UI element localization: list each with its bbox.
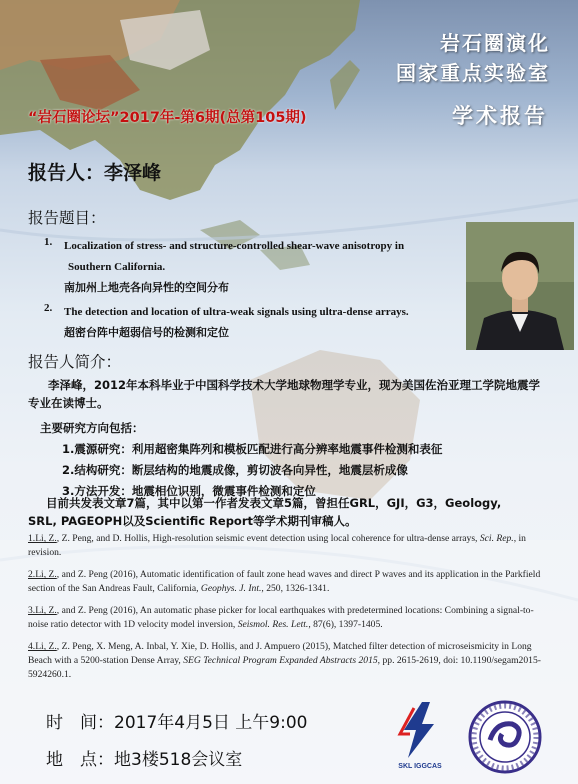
forum-issue-title: “岩石圈论坛”2017年-第6期(总第105期)	[28, 110, 307, 126]
reference-item	[28, 532, 548, 560]
place-value: 地3楼518会议室	[114, 750, 243, 770]
direction-item: 1.震源研究：利用超密集阵列和模板匹配进行高分辨率地震事件检测和表征	[62, 442, 443, 456]
topic-title-en-cont: Southern California.	[68, 261, 166, 273]
publications-summary-cont	[28, 512, 548, 530]
reference-item	[28, 568, 548, 596]
speaker-name: 报告人：李泽峰	[28, 162, 162, 184]
time-value: 2017年4月5日 上午9:00	[114, 713, 308, 733]
topics-list	[44, 236, 454, 347]
place-label: 地 点：	[46, 750, 114, 770]
institute-seal-logo	[468, 700, 542, 774]
reference-journal: Geophys. J. Int.	[200, 583, 262, 594]
direction-item: 2.结构研究：断层结构的地震成像，剪切波各向异性，地震层析成像	[62, 463, 408, 477]
seal-icon	[468, 700, 542, 774]
topic-title-cn: 南加州上地壳各向异性的空间分布	[64, 281, 229, 294]
reference-journal: Sci. Rep.	[479, 533, 514, 544]
reference-tail: , pp. 2615-2619, doi: 10.1190/segam2015-5924260.1.	[28, 655, 541, 680]
reference-list	[28, 532, 548, 690]
event-time	[46, 708, 307, 733]
reference-body: , Z. Peng, X. Meng, A. Inbal, Y. Xie, D. Hollis, and J. Ampuero (2015), Matched filter detection of microseismicity in Long Beach with a 5200-station Dense Array,	[28, 641, 532, 666]
directions-intro: 主要研究方向包括：	[40, 421, 144, 435]
topics-heading: 报告题目：	[28, 209, 106, 227]
reference-body: , Z. Peng, and D. Hollis, High-resolution seismic event detection using local coherence for ultra-dense arrays,	[56, 533, 480, 544]
reference-body: , and Z. Peng (2016), An automatic phase picker for local earthquakes with predetermined locations: Combining a signal-to-noise ratio detector with 1D velocity model inversion,	[28, 605, 534, 630]
speaker-photo	[466, 222, 574, 350]
reference-tail: , 87(6), 1397-1405.	[308, 619, 383, 630]
bio-heading: 报告人简介：	[28, 353, 122, 371]
lab-title-line1: 岩石圈演化	[440, 31, 550, 55]
topic-title-cn: 超密台阵中超弱信号的检测和定位	[64, 326, 229, 339]
logo1-text: SKL IGGCAS	[398, 763, 442, 770]
skl-logo-icon	[394, 700, 446, 772]
reference-item	[28, 640, 548, 682]
reference-journal: Seismol. Res. Lett.	[237, 619, 309, 630]
reference-journal: SEG Technical Program Expanded Abstracts 2015	[183, 655, 378, 666]
topic-number: 2.	[44, 302, 53, 314]
bio-text: 李泽峰，2012年本科毕业于中国科学技术大学地球物理学专业，现为美国佐治亚理工学院地震学专业在读博士。	[28, 378, 541, 410]
publications-summary	[28, 494, 566, 512]
topic-item	[44, 236, 454, 298]
publications-line: SRL, PAGEOPH以及Scientific Report等学术期刊审稿人。	[28, 514, 357, 528]
reference-tail: , in revision.	[28, 533, 526, 558]
research-directions	[40, 418, 560, 502]
direction-item: 3.方法开发：地震相位识别，微震事件检测和定位	[62, 484, 316, 498]
topic-title-en: Localization of stress- and structure-controlled shear-wave anisotropy in	[64, 240, 405, 252]
speaker-portrait	[466, 222, 574, 350]
reference-author: 3.Li, Z.	[28, 605, 57, 616]
lab-title	[396, 28, 550, 88]
reference-author: 2.Li, Z.	[28, 569, 57, 580]
topic-number: 1.	[44, 236, 53, 248]
publications-line: 目前共发表文章7篇，其中以第一作者发表文章5篇，曾担任GRL，GJI，G3，Geology,	[46, 496, 502, 510]
topic-title-en: The detection and location of ultra-weak signals using ultra-dense arrays.	[64, 306, 409, 318]
reference-item	[28, 604, 548, 632]
reference-body: , and Z. Peng (2016), Automatic identification of fault zone head waves and direct P waves and its application in the Parkfield section of the San Andreas Fault, California,	[28, 569, 541, 594]
report-tag: 学术报告	[452, 104, 548, 128]
time-label: 时 间：	[46, 713, 114, 733]
topic-item	[44, 302, 454, 343]
reference-author: 4.Li, Z.	[28, 641, 57, 652]
reference-tail: , 250, 1326-1341.	[261, 583, 330, 594]
lab-title-line2: 国家重点实验室	[396, 61, 550, 85]
skl-iggcas-logo	[394, 700, 446, 772]
event-place	[46, 745, 242, 770]
reference-author: 1.Li, Z.	[28, 533, 57, 544]
